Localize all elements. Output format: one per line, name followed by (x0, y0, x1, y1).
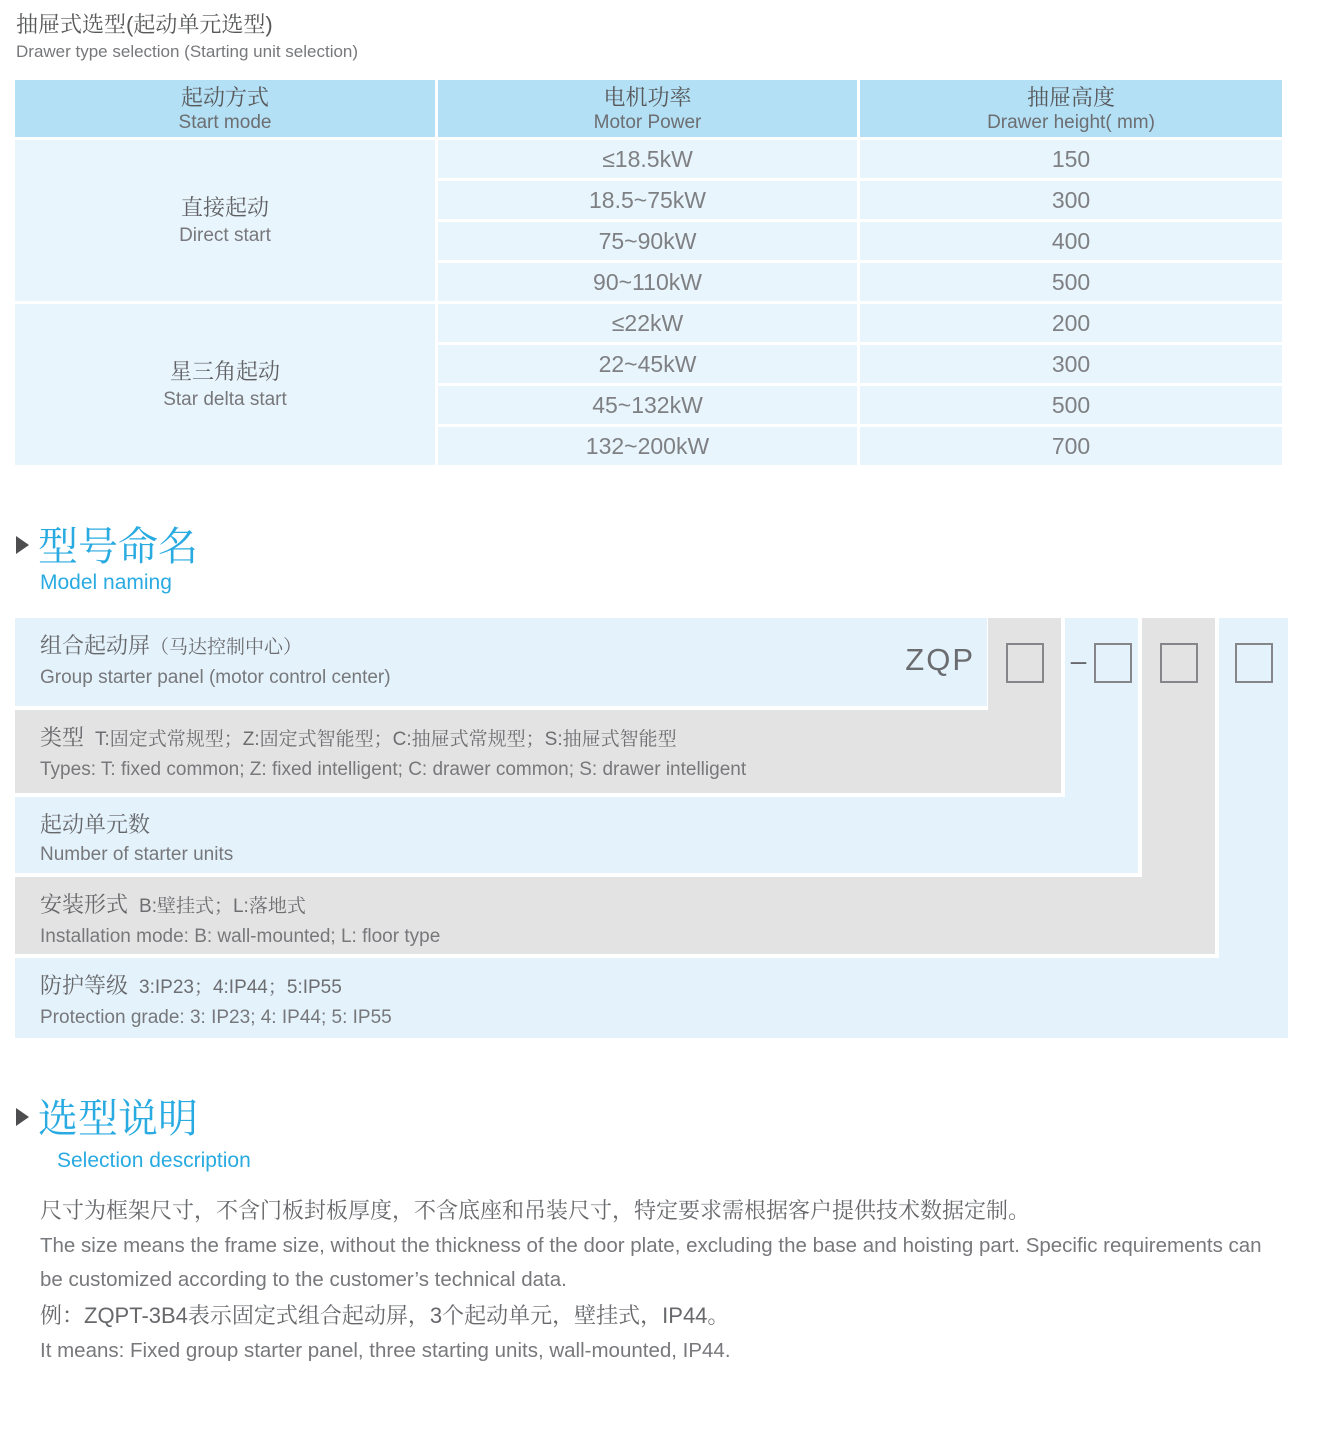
row2-label-en: Types: T: fixed common; Z: fixed intelligent; C: drawer common; S: drawer intelligent (40, 759, 747, 780)
row5-label-zh: 防护等级 (40, 973, 129, 998)
motor-power-cell: 18.5~75kW (438, 181, 857, 219)
drawer-height-cell: 500 (860, 386, 1282, 424)
row4-label-zh: 安装形式 (40, 892, 129, 917)
drawer-height-cell: 300 (860, 345, 1282, 383)
direct-start-en: Direct start (179, 225, 271, 246)
selection-description-body (40, 1192, 1290, 1368)
description-line-en2: It means: Fixed group starter panel, three starting units, wall-mounted, IP44. (40, 1339, 731, 1362)
row5-label-en: Protection grade: 3: IP23; 4: IP44; 5: IP55 (40, 1007, 392, 1028)
header-start-mode-zh: 起动方式 (180, 84, 269, 110)
row3-label-zh: 起动单元数 (40, 812, 151, 837)
selection-description-title-zh: 选型说明 (38, 1097, 198, 1141)
naming-row-types (15, 710, 1061, 793)
naming-row-starter-units (15, 797, 1138, 873)
naming-row-protection-grade (15, 958, 1288, 1038)
row2-label-zh: 类型 (40, 725, 85, 750)
header-drawer-height-zh: 抽屉高度 (1026, 84, 1115, 110)
motor-power-cell: 90~110kW (438, 263, 857, 301)
row4-label-zh-sub: B:壁挂式；L:落地式 (139, 896, 306, 917)
header-motor-power-en: Motor Power (593, 111, 702, 133)
row2-label-zh-sub: T:固定式常规型；Z:固定式智能型；C:抽屉式常规型；S:抽屉式智能型 (95, 729, 677, 750)
code-box-protection (1235, 643, 1273, 683)
drawer-selection-table (15, 80, 1282, 465)
model-naming-diagram (15, 618, 1288, 1038)
row1-label-en: Group starter panel (motor control center) (40, 667, 391, 688)
star-delta-start-zh: 星三角起动 (169, 359, 280, 384)
selection-description-section-header (16, 1096, 251, 1174)
document-title-en: Drawer type selection (Starting unit selection) (16, 42, 359, 61)
section-arrow-icon (16, 1108, 29, 1126)
drawer-height-cell: 500 (860, 263, 1282, 301)
code-dash: – (1070, 645, 1087, 676)
header-start-mode-en: Start mode (178, 111, 272, 133)
row5-label-zh-sub: 3:IP23；4:IP44；5:IP55 (139, 977, 342, 998)
description-line-zh1: 尺寸为框架尺寸，不含门板封板厚度，不含底座和吊装尺寸，特定要求需根据客户提供技术数据定制。 (40, 1198, 1031, 1223)
model-naming-title-en: Model naming (40, 571, 172, 594)
selection-description-title-en: Selection description (57, 1149, 251, 1172)
drawer-height-cell: 700 (860, 427, 1282, 465)
column-header-motor-power (438, 80, 857, 137)
naming-row-installation-mode (15, 877, 1215, 954)
motor-power-cell: 22~45kW (438, 345, 857, 383)
star-delta-start-en: Star delta start (163, 389, 287, 410)
header-drawer-height-en: Drawer height( mm) (987, 111, 1155, 133)
column-header-start-mode (15, 80, 435, 137)
description-line-zh2: 例：ZQPT-3B4表示固定式组合起动屏，3个起动单元，壁挂式，IP44。 (40, 1303, 730, 1328)
row1-label-zh: 组合起动屏 (40, 633, 151, 658)
motor-power-cell: 75~90kW (438, 222, 857, 260)
model-code-prefix: ZQP (905, 642, 975, 677)
motor-power-cell: ≤18.5kW (438, 140, 857, 178)
section-arrow-icon (16, 536, 29, 554)
drawer-height-cell: 150 (860, 140, 1282, 178)
row4-label-en: Installation mode: B: wall-mounted; L: floor type (40, 926, 441, 947)
start-mode-cell-direct (15, 140, 435, 301)
drawer-height-cell: 300 (860, 181, 1282, 219)
direct-start-zh: 直接起动 (180, 195, 269, 220)
naming-row-group-starter-panel (15, 618, 987, 706)
row3-label-en: Number of starter units (40, 844, 234, 865)
model-naming-title-zh: 型号命名 (38, 525, 198, 569)
drawer-height-cell: 400 (860, 222, 1282, 260)
motor-power-cell: 132~200kW (438, 427, 857, 465)
header-motor-power-zh: 电机功率 (603, 84, 692, 110)
model-naming-section-header (16, 524, 198, 596)
drawer-height-cell: 200 (860, 304, 1282, 342)
motor-power-cell: 45~132kW (438, 386, 857, 424)
document-title-zh: 抽屉式选型(起动单元选型) (16, 12, 273, 37)
column-header-drawer-height (860, 80, 1282, 137)
code-box-units (1094, 643, 1132, 683)
row1-label-zh-sub: （马达控制中心） (150, 637, 303, 658)
code-box-type (1006, 643, 1044, 683)
description-line-en1: The size means the frame size, without the thickness of the door plate, excluding the base and hoisting part. Specific requirements can be customized according to the customer’s technical data. (40, 1234, 1262, 1291)
motor-power-cell: ≤22kW (438, 304, 857, 342)
document-title-block (16, 10, 358, 64)
code-box-installation (1160, 643, 1198, 683)
start-mode-cell-star-delta (15, 304, 435, 465)
